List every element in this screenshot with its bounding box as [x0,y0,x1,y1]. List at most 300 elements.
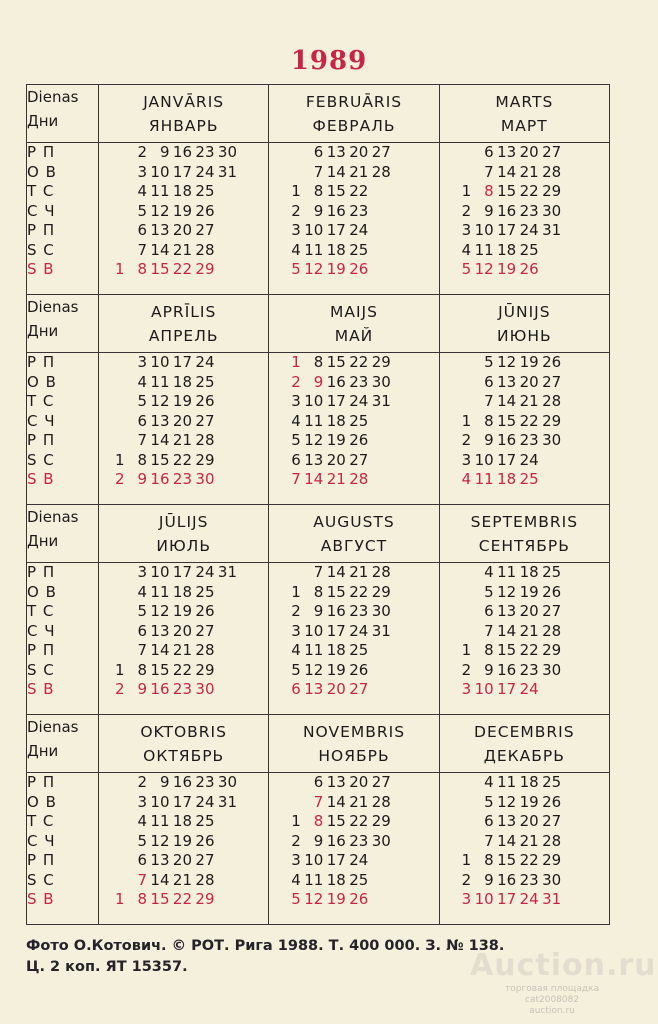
day-number: 23 [349,831,369,850]
day-number: 15 [326,353,346,371]
day-number: 13 [150,851,170,869]
watermark-sub-1: торговая площадка [505,984,600,994]
day-number: 15 [150,890,170,908]
day-number [102,583,125,603]
week-row [99,470,268,490]
month-name-ru: НОЯБРЬ [318,746,390,765]
day-number: 17 [497,450,517,469]
week-row [440,583,609,603]
day-number: 16 [497,660,517,679]
month-days [269,563,439,715]
day-number: 7 [313,563,324,581]
day-number: 21 [519,392,539,410]
day-number [539,470,562,490]
day-number: 5 [137,831,147,850]
day-number: 21 [172,641,192,659]
day-number: 8 [484,182,494,200]
week-row [440,890,609,910]
day-number: 9 [313,602,324,620]
day-number: 12 [304,431,324,449]
day-number: 30 [542,431,562,449]
day-number [102,563,125,583]
week-row [99,392,268,412]
day-number: 27 [371,773,391,791]
day-number [102,622,125,642]
month-name-lv: APRĪLIS [150,302,217,321]
day-number: 18 [172,372,192,391]
week-row [440,143,609,163]
day-number [449,373,472,393]
day-number: 11 [150,372,170,391]
week-row [440,221,609,241]
week-row [99,353,268,373]
day-number: 16 [172,143,192,161]
day-number: 5 [137,201,147,220]
week-row [440,851,609,871]
day-number: 21 [349,792,369,811]
week-row [440,871,609,891]
day-number: 12 [150,602,170,620]
weekday-label: Р П [27,221,56,239]
day-number: 13 [304,680,324,698]
day-number: 19 [326,431,346,449]
day-number: 26 [519,260,539,278]
day-number: 20 [326,450,346,469]
day-number: 18 [172,582,192,601]
dienas-label [27,295,99,353]
dienas-label-ru: Дни [27,322,59,340]
day-number [102,392,125,412]
day-number: 20 [349,773,369,791]
week-row [99,871,268,891]
weekday-label: S C [27,240,55,259]
month-days [99,773,269,925]
month-days [99,143,269,295]
month-days [269,143,439,295]
day-number: 11 [304,641,324,659]
week-row [99,622,268,642]
day-number [215,602,238,622]
day-number: 30 [542,660,562,679]
calendar-year-title: 1989 [290,46,368,76]
day-number: 31 [217,792,237,811]
day-number [368,451,391,471]
day-number: 1 [461,182,472,200]
week-row [269,143,438,163]
day-number: 13 [497,143,517,161]
day-number [539,451,562,471]
day-number: 13 [326,773,346,791]
day-number: 4 [484,563,494,581]
day-number: 14 [497,392,517,410]
day-number [368,871,391,891]
day-number: 27 [542,812,562,830]
week-row [269,241,438,261]
day-number: 24 [519,680,539,698]
day-number: 7 [313,162,324,181]
week-row [440,602,609,622]
day-number: 9 [159,773,170,791]
day-number [368,431,391,451]
day-number: 3 [291,392,301,410]
day-number: 7 [484,621,494,640]
day-number: 22 [172,260,192,278]
week-row [269,431,438,451]
day-number: 14 [150,641,170,659]
week-row [99,163,268,183]
weekday-label: Т С [27,392,55,410]
day-number: 20 [172,851,192,869]
day-number [102,851,125,871]
week-row [440,373,609,393]
day-number: 1 [461,411,472,430]
day-number: 28 [195,240,215,259]
day-number: 20 [519,372,539,391]
day-number: 15 [497,182,517,200]
week-row [99,832,268,852]
week-row [440,431,609,451]
day-number: 27 [195,621,215,640]
day-number: 22 [172,450,192,469]
weekday-label: S B [27,890,55,908]
day-number: 14 [497,621,517,640]
day-number: 16 [326,372,346,391]
day-number [102,793,125,813]
month-name-ru: СЕНТЯБРЬ [478,536,570,555]
day-number: 11 [304,870,324,889]
weekday-label: О В [27,792,57,811]
day-number: 25 [349,641,369,659]
day-number: 8 [484,411,494,430]
day-number: 5 [291,260,301,278]
day-number: 21 [519,621,539,640]
day-number: 22 [519,851,539,869]
day-number: 23 [349,201,369,220]
day-number: 15 [497,641,517,659]
week-row [440,622,609,642]
day-number: 23 [519,660,539,679]
day-number: 19 [326,890,346,908]
dienas-label-lv: Dienas [27,718,79,736]
day-number: 2 [137,773,147,791]
day-number [368,221,391,241]
day-number: 6 [313,773,324,791]
day-number: 19 [519,353,539,371]
day-number: 24 [195,563,215,581]
month-days [439,563,609,715]
day-number: 20 [519,602,539,620]
day-number: 26 [349,260,369,278]
day-number: 10 [150,162,170,181]
day-number: 10 [304,621,324,640]
day-number: 19 [172,392,192,410]
day-number: 3 [291,221,301,239]
day-number: 27 [542,372,562,391]
week-row [269,182,438,202]
week-row [269,680,438,700]
day-number: 16 [326,831,346,850]
day-number [539,260,562,280]
day-number: 30 [195,470,215,488]
week-row [99,431,268,451]
weekday-label: О В [27,162,57,181]
day-number: 20 [519,143,539,161]
day-number [449,583,472,603]
day-number: 16 [497,431,517,449]
week-row [99,143,268,163]
day-number: 10 [474,450,494,469]
month-name-ru: ЯНВАРЬ [148,116,219,135]
day-number: 20 [172,411,192,430]
day-number [449,353,472,373]
week-row [269,583,438,603]
day-number: 17 [326,851,346,869]
day-number: 16 [497,870,517,889]
day-number: 28 [195,641,215,659]
day-number: 31 [217,563,237,581]
day-number: 5 [484,353,494,371]
day-number: 25 [519,240,539,259]
week-row [99,680,268,700]
day-number: 19 [326,260,346,278]
week-row [440,241,609,261]
day-number: 24 [349,621,369,640]
month-name-ru: ДЕКАБРЬ [483,746,565,765]
day-number: 8 [484,641,494,659]
day-number: 1 [114,260,125,278]
day-number: 18 [326,641,346,659]
day-number [539,241,562,261]
day-number: 3 [291,851,301,869]
day-number: 21 [326,470,346,488]
day-number: 15 [497,411,517,430]
day-number: 24 [195,162,215,181]
day-number: 26 [195,392,215,410]
day-number: 9 [313,831,324,850]
week-row [269,871,438,891]
day-number: 9 [313,372,324,391]
day-number: 20 [326,680,346,698]
week-row [269,602,438,622]
day-number [368,851,391,871]
week-row [99,890,268,910]
day-number: 6 [484,372,494,391]
weekday-label: S B [27,470,55,488]
month-name-lv: AUGUSTS [313,512,395,531]
day-number: 29 [371,353,391,371]
day-number [368,661,391,681]
day-number: 29 [195,260,215,278]
day-number: 8 [137,890,147,908]
week-row [99,661,268,681]
day-number: 17 [497,221,517,239]
week-row [99,793,268,813]
day-number: 9 [484,870,494,889]
week-row [440,202,609,222]
day-number: 11 [497,773,517,791]
day-number: 4 [291,870,301,889]
week-row [440,260,609,280]
day-number [368,890,391,910]
month-header [99,295,269,353]
day-number: 18 [497,240,517,259]
weekday-label: С Ч [27,831,56,850]
month-name-lv: JŪLIJS [158,512,209,531]
weekday-label: С Ч [27,411,56,430]
day-number: 18 [172,182,192,200]
day-number: 4 [484,773,494,791]
day-number: 24 [349,221,369,239]
day-number: 20 [172,621,192,640]
day-number: 3 [461,680,472,698]
day-number: 15 [326,812,346,830]
day-number: 4 [291,641,301,659]
day-number: 5 [484,792,494,811]
weekday-label: С Ч [27,621,56,640]
day-number: 21 [349,162,369,181]
day-number: 12 [150,392,170,410]
day-number: 8 [137,260,147,278]
day-number: 22 [349,582,369,601]
day-number: 11 [304,240,324,259]
day-number [278,163,301,183]
day-number: 29 [195,890,215,908]
week-row [99,241,268,261]
day-number [102,182,125,202]
week-row [99,260,268,280]
day-number: 24 [519,890,539,908]
month-name-ru: ИЮЛЬ [156,536,211,555]
day-number: 10 [474,680,494,698]
day-number: 13 [150,411,170,430]
day-number: 23 [195,143,215,161]
month-name-ru: АВГУСТ [320,536,388,555]
weekday-label: Р П [27,431,56,449]
day-number: 10 [474,890,494,908]
day-number: 22 [519,641,539,659]
day-number: 10 [304,392,324,410]
day-number: 4 [291,411,301,430]
day-number: 3 [137,792,147,811]
week-row [269,890,438,910]
month-name-ru: ФЕВРАЛЬ [312,116,396,135]
day-number: 23 [349,372,369,391]
day-number: 2 [114,680,125,698]
day-number: 12 [474,260,494,278]
day-number: 25 [349,240,369,259]
weekday-labels [27,353,99,505]
watermark-sub-3: auction.ru [529,1006,575,1016]
day-number [449,163,472,183]
day-number: 3 [137,162,147,181]
day-number: 17 [172,353,192,371]
day-number: 18 [326,240,346,259]
day-number: 3 [137,563,147,581]
day-number: 22 [172,890,192,908]
day-number [215,260,238,280]
day-number: 3 [137,353,147,371]
week-row [269,563,438,583]
day-number: 29 [542,182,562,200]
day-number: 9 [313,201,324,220]
day-number: 19 [519,792,539,811]
day-number: 30 [371,372,391,391]
week-row [440,680,609,700]
week-row [440,641,609,661]
week-row [99,202,268,222]
week-row [99,563,268,583]
day-number [215,641,238,661]
week-row [269,812,438,832]
day-number: 5 [484,582,494,601]
day-number: 5 [137,602,147,620]
day-number: 6 [137,621,147,640]
dienas-label-ru: Дни [27,742,59,760]
day-number: 5 [137,392,147,410]
day-number: 30 [217,773,237,791]
day-number: 7 [484,162,494,181]
day-number: 19 [172,831,192,850]
day-number: 2 [461,870,472,889]
day-number: 21 [519,831,539,850]
day-number [102,373,125,393]
day-number: 5 [291,660,301,679]
day-number: 26 [349,890,369,908]
day-number [539,680,562,700]
day-number: 17 [497,890,517,908]
day-number [368,182,391,202]
day-number: 11 [497,563,517,581]
day-number: 20 [519,812,539,830]
day-number: 28 [542,621,562,640]
day-number [215,871,238,891]
day-number: 2 [461,201,472,220]
weekday-label: Р П [27,143,56,161]
day-number: 27 [195,851,215,869]
day-number: 6 [291,450,301,469]
day-number: 17 [172,792,192,811]
day-number [102,202,125,222]
day-number [102,602,125,622]
day-number: 15 [150,450,170,469]
day-number: 27 [371,143,391,161]
day-number: 17 [326,221,346,239]
day-number: 15 [150,260,170,278]
week-row [269,353,438,373]
day-number [102,353,125,373]
week-row [99,221,268,241]
day-number: 29 [542,411,562,430]
day-number [215,851,238,871]
week-row [440,812,609,832]
day-number: 24 [349,851,369,869]
day-number: 24 [349,392,369,410]
day-number: 19 [326,660,346,679]
day-number: 29 [542,851,562,869]
day-number: 28 [542,162,562,181]
day-number: 6 [291,680,301,698]
month-days [269,353,439,505]
day-number: 12 [150,201,170,220]
day-number [368,412,391,432]
day-number: 1 [461,851,472,869]
day-number [449,773,472,793]
day-number: 11 [474,470,494,488]
day-number: 24 [519,450,539,469]
day-number: 2 [291,831,301,850]
day-number: 8 [313,353,324,371]
day-number: 10 [304,221,324,239]
